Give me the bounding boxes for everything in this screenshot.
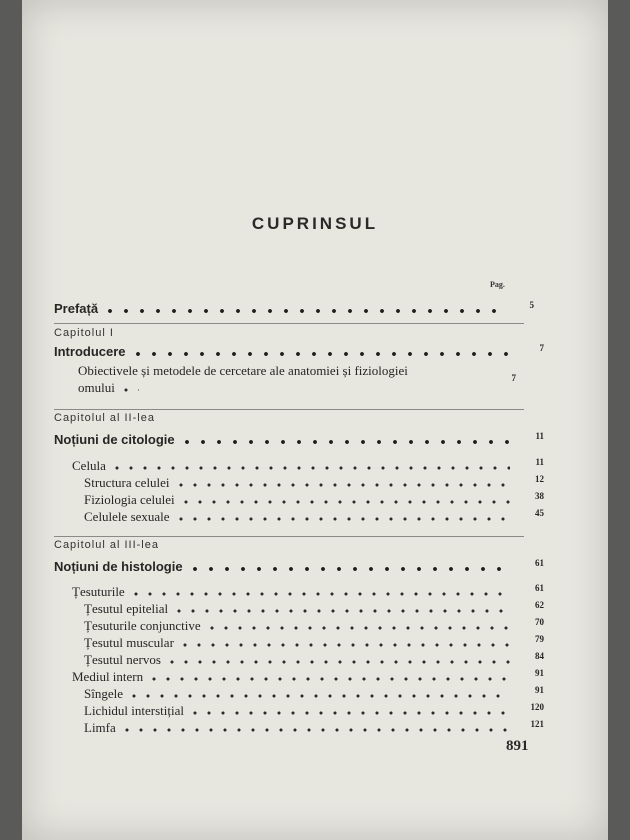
entry-label: Noțiuni de histologie [54, 559, 183, 574]
leader-dots [174, 511, 510, 521]
entry-page: 61 [535, 558, 544, 568]
leader-dots [129, 586, 510, 596]
leader-dots [178, 637, 510, 647]
toc-entry [84, 600, 544, 618]
entry-page: 70 [535, 617, 544, 627]
leader-dots [179, 434, 510, 444]
entry-page: 84 [535, 651, 544, 661]
leader-dots [147, 671, 510, 681]
entry-label: Introducere [54, 344, 126, 359]
pag-label: Pag. [490, 280, 505, 289]
toc-entry [84, 634, 544, 652]
entry-page: 61 [535, 583, 544, 593]
toc-entry [84, 474, 544, 492]
chapter-heading-2: Capitolul al II-lea [54, 412, 155, 424]
toc-entry [84, 702, 544, 720]
divider [54, 536, 524, 537]
entry-label: Celulele sexuale [84, 509, 170, 524]
entry-page: 38 [535, 491, 544, 501]
entry-page: 7 [539, 343, 544, 353]
leader-dots [205, 620, 510, 630]
entry-label: Țesuturile [72, 584, 125, 599]
divider [54, 409, 524, 410]
leader-dots [172, 603, 510, 613]
toc-entry [72, 457, 544, 475]
entry-label: Fiziologia celulei [84, 492, 175, 507]
leader-dots [102, 303, 500, 313]
toc-entry [72, 583, 544, 601]
toc-entry [84, 491, 544, 509]
toc-entry [84, 719, 544, 737]
page-number: 891 [506, 738, 529, 754]
leader-dots [188, 705, 510, 715]
leader-dots [119, 382, 139, 392]
entry-page: 91 [535, 685, 544, 695]
entry-label-line2: omului [78, 380, 115, 395]
entry-label: Structura celulei [84, 475, 170, 490]
entry-page: 11 [535, 431, 544, 441]
entry-page: 5 [529, 300, 534, 310]
divider [54, 323, 524, 324]
leader-dots [120, 722, 510, 732]
leader-dots [130, 346, 510, 356]
entry-label: Sîngele [84, 686, 123, 701]
chapter-heading-3: Capitolul al III-lea [54, 539, 159, 551]
entry-label: Țesutul nervos [84, 652, 161, 667]
entry-page: 121 [530, 719, 544, 729]
entry-page: 79 [535, 634, 544, 644]
page-title: CUPRINSUL [251, 214, 379, 233]
entry-label: Noțiuni de citologie [54, 432, 175, 447]
entry-label: Lichidul interstițial [84, 703, 185, 718]
entry-page: 7 [511, 373, 516, 383]
entry-page: 120 [530, 702, 544, 712]
entry-label: Mediul intern [72, 669, 144, 684]
toc-entry-histologie [54, 558, 544, 576]
entry-label: Țesutul epitelial [84, 601, 169, 616]
leader-dots [110, 460, 510, 470]
toc-entry-introducere [54, 343, 544, 361]
leader-dots [187, 561, 510, 571]
toc-entry-obiectivele [78, 362, 498, 396]
toc-entry [84, 617, 544, 635]
entry-label-line1: Obiectivele și metodele de cercetare ale anatomiei și fiziologiei [78, 363, 408, 378]
entry-label: Prefață [54, 301, 99, 316]
toc-entry [72, 668, 544, 686]
leader-dots [165, 654, 510, 664]
entry-label: Limfa [84, 720, 116, 735]
toc-entry-prefata [54, 300, 534, 318]
leader-dots [174, 477, 510, 487]
chapter-heading-1: Capitolul I [54, 327, 114, 339]
entry-label: Țesuturile conjunctive [84, 618, 201, 633]
toc-entry [84, 685, 544, 703]
leader-dots [127, 688, 510, 698]
toc-entry [84, 651, 544, 669]
entry-label: Țesutul muscular [84, 635, 174, 650]
entry-page: 62 [535, 600, 544, 610]
entry-page: 91 [535, 668, 544, 678]
leader-dots [179, 494, 510, 504]
toc-entry-citologie [54, 431, 544, 449]
entry-page: 11 [535, 457, 544, 467]
entry-page: 45 [535, 508, 544, 518]
toc-entry [84, 508, 544, 526]
entry-page: 12 [535, 474, 544, 484]
entry-label: Celula [72, 458, 106, 473]
